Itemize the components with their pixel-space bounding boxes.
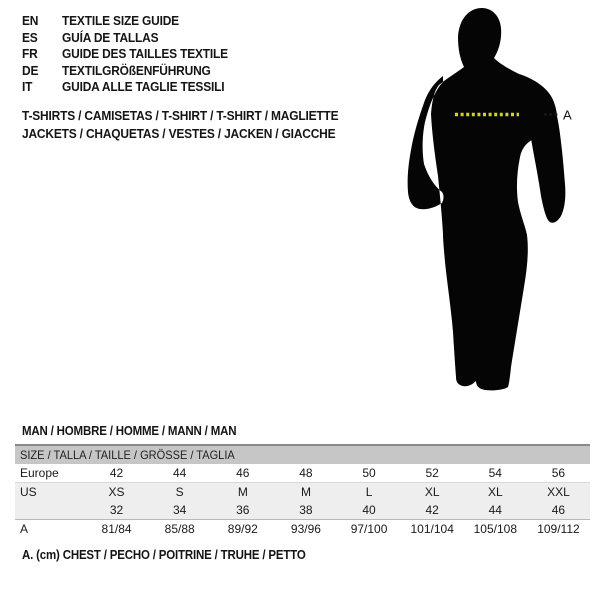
size-cell: 36 — [211, 501, 274, 520]
size-cell: 40 — [338, 501, 401, 520]
size-cell: 42 — [109, 466, 124, 480]
table-row-us-numeric — [15, 501, 590, 520]
size-cell: M — [274, 483, 337, 502]
language-title-row — [22, 79, 243, 96]
language-title-row — [22, 13, 243, 30]
size-cell: 38 — [274, 501, 337, 520]
size-cell: S — [148, 483, 211, 502]
size-cell: 89/92 — [211, 520, 274, 539]
garment-category-jackets: JACKETS / CHAQUETAS / VESTES / JACKEN / GIACCHE — [22, 125, 336, 141]
measurement-footnote-text: A. (cm) CHEST / PECHO / POITRINE / TRUHE / PETTO — [22, 548, 306, 562]
language-title-row — [22, 63, 243, 80]
size-table-header-text: SIZE / TALLA / TAILLE / GRÖSSE / TAGLIA — [20, 448, 235, 462]
language-title: GUIDA ALLE TAGLIE TESSILI — [62, 79, 225, 94]
man-silhouette-figure — [405, 6, 575, 396]
size-cell: M — [211, 483, 274, 502]
size-cell: XXL — [527, 483, 590, 502]
row-label: Europe — [20, 466, 59, 480]
size-table-header-row — [15, 445, 590, 464]
size-cell: 48 — [299, 466, 313, 480]
size-cell: 46 — [236, 466, 250, 480]
size-cell: XL — [464, 483, 527, 502]
size-cell: XL — [401, 483, 464, 502]
language-title-list — [22, 13, 243, 96]
size-cell: 50 — [362, 466, 376, 480]
size-cell: 109/112 — [527, 520, 590, 539]
language-title-row — [22, 30, 243, 47]
size-table — [15, 444, 590, 538]
table-row-europe — [15, 464, 590, 483]
size-cell: 46 — [527, 501, 590, 520]
row-label: A — [15, 520, 85, 539]
size-cell: 32 — [85, 501, 148, 520]
language-code: ES — [22, 29, 38, 45]
size-cell: 54 — [488, 466, 502, 480]
section-title-text: MAN / HOMBRE / HOMME / MANN / MAN — [22, 424, 237, 438]
measure-label-a: A — [563, 107, 572, 123]
language-code: IT — [22, 79, 33, 94]
row-label: US — [15, 483, 85, 502]
table-row-chest-measure — [15, 520, 590, 539]
row-label — [15, 501, 85, 520]
measurement-footnote — [22, 548, 330, 562]
language-code: FR — [22, 46, 38, 61]
size-cell: 44 — [464, 501, 527, 520]
size-cell: L — [338, 483, 401, 502]
language-title: TEXTILGRÖßENFÜHRUNG — [62, 62, 212, 78]
garment-category-tshirts: T-SHIRTS / CAMISETAS / T-SHIRT / T-SHIRT / MAGLIETTE — [22, 108, 339, 123]
language-code: EN — [22, 13, 39, 28]
size-cell: 93/96 — [274, 520, 337, 539]
language-title: GUIDE DES TAILLES TEXTILE — [62, 46, 229, 61]
size-cell: 34 — [148, 501, 211, 520]
size-cell: 105/108 — [464, 520, 527, 539]
size-cell: 85/88 — [148, 520, 211, 539]
size-cell: 101/104 — [401, 520, 464, 539]
size-cell: 97/100 — [338, 520, 401, 539]
language-title: TEXTILE SIZE GUIDE — [62, 13, 180, 28]
table-row-us — [15, 483, 590, 502]
size-cell: 44 — [173, 466, 187, 480]
man-silhouette — [408, 8, 566, 390]
size-table-header-cell — [15, 445, 590, 464]
size-cell: 52 — [425, 466, 439, 480]
section-title — [22, 424, 255, 438]
size-cell: XS — [85, 483, 148, 502]
language-code: DE — [22, 62, 39, 78]
garment-category-list — [22, 107, 366, 142]
language-title-row — [22, 46, 243, 63]
size-cell: 81/84 — [85, 520, 148, 539]
language-title: GUÍA DE TALLAS — [62, 29, 159, 45]
size-cell: 56 — [551, 466, 566, 480]
size-cell: 42 — [401, 501, 464, 520]
